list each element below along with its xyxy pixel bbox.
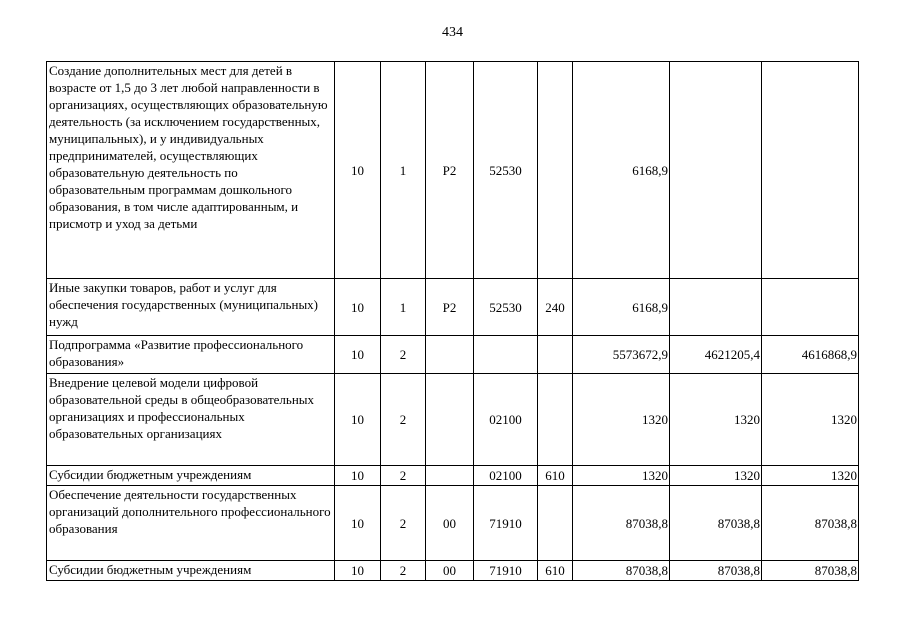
amount1-cell: 6168,9 — [573, 62, 670, 279]
code-cell: 02100 — [474, 466, 538, 486]
section-cell: 10 — [335, 486, 381, 561]
expense-type-cell — [538, 336, 573, 374]
row-name-cell: Субсидии бюджетным учреждениям — [47, 466, 335, 486]
code-cell: 71910 — [474, 561, 538, 581]
amount1-cell: 1320 — [573, 466, 670, 486]
subsection-cell: 2 — [381, 466, 426, 486]
amount3-cell — [762, 62, 859, 279]
row-name-cell: Подпрограмма «Развитие профессионального образования» — [47, 336, 335, 374]
amount3-cell: 4616868,9 — [762, 336, 859, 374]
table-row — [47, 486, 859, 561]
section-cell: 10 — [335, 561, 381, 581]
program-cell: 00 — [426, 486, 474, 561]
section-cell: 10 — [335, 374, 381, 466]
expense-type-cell: 240 — [538, 279, 573, 336]
section-cell: 10 — [335, 62, 381, 279]
table-row — [47, 374, 859, 466]
amount2-cell — [670, 62, 762, 279]
code-cell: 71910 — [474, 486, 538, 561]
amount1-cell: 1320 — [573, 374, 670, 466]
code-cell: 02100 — [474, 374, 538, 466]
section-cell: 10 — [335, 279, 381, 336]
program-cell — [426, 374, 474, 466]
table-row — [47, 62, 859, 279]
amount2-cell: 4621205,4 — [670, 336, 762, 374]
amount1-cell: 5573672,9 — [573, 336, 670, 374]
row-name-cell: Создание дополнительных мест для детей в возрасте от 1,5 до 3 лет любой направленности в организациях, осуществляющих образовательную деятельность (за исключением государственных, муниципальных), и у индивидуальных предпринимателей, осуществляющих образовательную деятельность по образовательным программам дошкольного образования, в том числе адаптированным, и присмотр и уход за детьми — [47, 62, 335, 279]
program-cell — [426, 466, 474, 486]
amount2-cell — [670, 279, 762, 336]
code-cell: 52530 — [474, 279, 538, 336]
subsection-cell: 2 — [381, 486, 426, 561]
table-row — [47, 466, 859, 486]
subsection-cell: 2 — [381, 374, 426, 466]
program-cell — [426, 336, 474, 374]
program-cell: Р2 — [426, 62, 474, 279]
subsection-cell: 2 — [381, 336, 426, 374]
table-row — [47, 336, 859, 374]
budget-table — [46, 61, 859, 581]
program-cell: 00 — [426, 561, 474, 581]
expense-type-cell — [538, 374, 573, 466]
code-cell: 52530 — [474, 62, 538, 279]
table-row — [47, 279, 859, 336]
amount1-cell: 87038,8 — [573, 486, 670, 561]
amount2-cell: 1320 — [670, 374, 762, 466]
amount3-cell — [762, 279, 859, 336]
section-cell: 10 — [335, 466, 381, 486]
row-name-cell: Обеспечение деятельности государственных организаций дополнительного профессионального образования — [47, 486, 335, 561]
amount1-cell: 87038,8 — [573, 561, 670, 581]
amount2-cell: 87038,8 — [670, 486, 762, 561]
section-cell: 10 — [335, 336, 381, 374]
amount3-cell: 87038,8 — [762, 486, 859, 561]
table-row — [47, 561, 859, 581]
row-name-cell: Иные закупки товаров, работ и услуг для обеспечения государственных (муниципальных) нужд — [47, 279, 335, 336]
amount3-cell: 1320 — [762, 374, 859, 466]
expense-type-cell: 610 — [538, 466, 573, 486]
subsection-cell: 1 — [381, 279, 426, 336]
amount2-cell: 1320 — [670, 466, 762, 486]
row-name-cell: Внедрение целевой модели цифровой образовательной среды в общеобразовательных организациях и профессиональных образовательных организациях — [47, 374, 335, 466]
code-cell — [474, 336, 538, 374]
subsection-cell: 1 — [381, 62, 426, 279]
page-number: 434 — [442, 25, 463, 40]
amount1-cell: 6168,9 — [573, 279, 670, 336]
row-name-cell: Субсидии бюджетным учреждениям — [47, 561, 335, 581]
amount3-cell: 1320 — [762, 466, 859, 486]
expense-type-cell — [538, 62, 573, 279]
program-cell: Р2 — [426, 279, 474, 336]
expense-type-cell — [538, 486, 573, 561]
amount2-cell: 87038,8 — [670, 561, 762, 581]
amount3-cell: 87038,8 — [762, 561, 859, 581]
subsection-cell: 2 — [381, 561, 426, 581]
expense-type-cell: 610 — [538, 561, 573, 581]
